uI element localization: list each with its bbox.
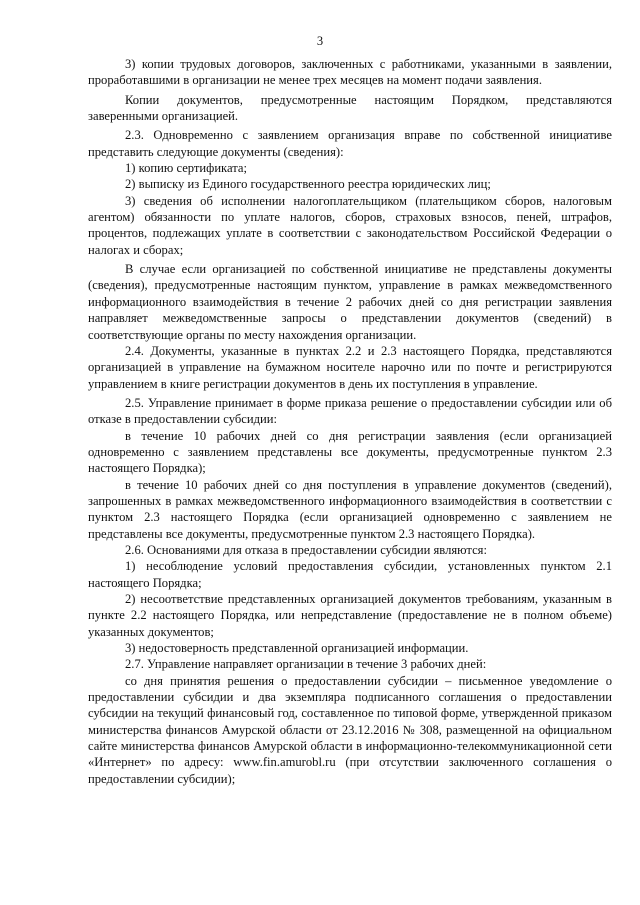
list-item-certificate: 1) копию сертификата; (125, 161, 247, 176)
paragraph-2-6: 2.6. Основаниями для отказа в предоставлении субсидии являются: (125, 542, 487, 557)
paragraph-2-3: 2.3. Одновременно с заявлением организация вправе по собственной инициативе представить следующие документы (сведения): (88, 128, 612, 159)
paragraph-copies-labor-contracts: 3) копии трудовых договоров, заключенных с работниками, указанными в заявлении, проработавшими в организации не менее трех месяцев на момент подачи заявления. (88, 57, 612, 88)
page-number: 3 (316, 34, 324, 48)
paragraph-2-4: 2.4. Документы, указанные в пунктах 2.2 и 2.3 настоящего Порядка, представляются организацией в управление на бумажном носителе нарочно или по почте и регистрируются управлением в книге регистрации документов в день их поступления в управление. (88, 343, 612, 391)
paragraph-certified-copies: Копии документов, предусмотренные настоящим Порядком, представляются заверенными организацией. (88, 92, 612, 124)
list-item-false-info: 3) недостоверность представленной организацией информации. (125, 641, 469, 656)
list-item-registry-extract: 2) выписку из Единого государственного реестра юридических лиц; (125, 177, 491, 192)
list-item-noncompliance: 1) несоблюдение условий предоставления субсидии, установленных пунктом 2.1 настоящего Порядка; (88, 559, 612, 590)
paragraph-notification (88, 673, 612, 787)
notification-text-end: (при отсутствии заключенного соглашения о предоставлении субсидии); (88, 755, 612, 786)
list-item-document-mismatch: 2) несоответствие представленных организацией документов требованиям, указанным в пункте 2.2 настоящего Порядка, или непредставление (предоставление не в полном объеме) указанных документов; (88, 592, 612, 639)
list-item-tax-info: 3) сведения об исполнении налогоплательщиком (плательщиком сборов, налоговым агентом) обязанности по уплате налогов, сборов, страховых взносов, пеней, штрафов, процентов, подлежащих уплате в соответствии с законодательством Российской Федерации о налогах и сборах; (88, 193, 612, 257)
paragraph-2-5: 2.5. Управление принимает в форме приказа решение о предоставлении субсидии или об отказе в предоставлении субсидии: (88, 395, 612, 427)
paragraph-2-7: 2.7. Управление направляет организации в течение 3 рабочих дней: (125, 657, 487, 672)
document-body (88, 56, 612, 787)
paragraph-interagency-requests: В случае если организацией по собственной инициативе не представлены документы (сведения), предусмотренные настоящим пунктом, управление в рамках межведомственного информационного взаимодействия в течение 2 рабочих дней со дня регистрации заявления направляет межведомственные запросы о представлении документов (сведений) в соответствующие органы по месту нахождения организации. (88, 262, 612, 342)
list-item-10-days-registration: в течение 10 рабочих дней со дня регистрации заявления (если организацией одновременно с заявлением представлены все документы, предусмотренные пунктом 2.3 настоящего Порядка); (88, 428, 612, 476)
notification-text-start: со дня принятия решения о предоставлении субсидии – письменное уведомление о предоставлении субсидии и два экземпляра подписанного соглашения о предоставлении субсидии на текущий финансовый год, составленное по типовой форме, утвержденной приказом министерства финансов Амурской области от 23.12.2016 № 308, размещенной на официальном сайте министерства финансов Амурской области в информационно-телекоммуникационной сети «Интернет» по адресу: (88, 673, 612, 770)
list-item-10-days-receipt: в течение 10 рабочих дней со дня поступления в управление документов (сведений), запрошенных в рамках межведомственного информационного взаимодействия в соответствии с пунктом 2.3 настоящего Порядка (если организацией одновременно с заявлением не представлены все документы, предусмотренные пунктом 2.3 настоящего Порядка). (88, 477, 612, 541)
ministry-website-link[interactable]: www.fin.amurobl.ru (233, 755, 336, 770)
